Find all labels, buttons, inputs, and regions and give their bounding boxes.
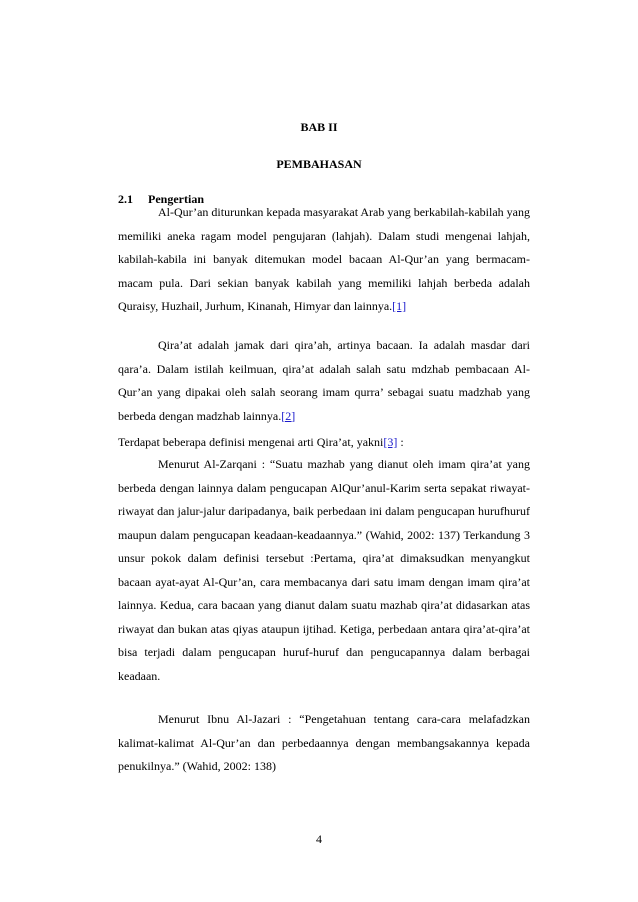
paragraph-5-text: Menurut Ibnu Al-Jazari : “Pengetahuan tentang cara-cara melafadzkan kalimat-kalimat Al-Qur’an dan perbedaannya dengan membangsakannya kepada penukilnya.” (Wahid, 2002: 138)	[118, 712, 530, 773]
chapter-subtitle: PEMBAHASAN	[276, 157, 362, 171]
paragraph-2-text: Qira’at adalah jamak dari qira’ah, artinya bacaan. Ia adalah masdar dari qara’a. Dalam istilah keilmuan, qira’at adalah salah satu mdzhab pembacaan Al-Qur’an yang dipakai oleh salah seorang imam qurra’ sebagai suatu madzhab yang berbeda dengan madzhab lainnya.	[118, 338, 530, 423]
paragraph-3-colon: :	[397, 435, 404, 449]
paragraph-1-text: Al-Qur’an diturunkan kepada masyarakat Arab yang berkabilah-kabilah yang memiliki aneka ragam model pengujaran (lahjah). Dalam studi mengenai lahjah, kabilah-kabila ini banyak ditemukan model bacaan Al-Qur’an yang bermacam-macam pula. Dari sekian banyak kabilah yang memiliki lahjah berbeda adalah Quraisy, Huzhail, Jurhum, Kinanah, Himyar dan lainnya.	[118, 205, 530, 313]
paragraph-1	[118, 201, 530, 319]
paragraph-4	[118, 453, 530, 688]
footnote-link-2[interactable]: [2]	[281, 408, 296, 423]
paragraph-3-text: Terdapat beberapa definisi mengenai arti Qira’at, yakni	[118, 435, 384, 449]
footnote-link-1[interactable]: [1]	[392, 299, 407, 313]
page-number: 4	[316, 832, 322, 846]
footnote-link-3[interactable]: [3]	[383, 435, 398, 449]
section-title: Pengertian	[148, 192, 204, 206]
paragraph-2	[118, 334, 530, 428]
paragraph-4-text: Menurut Al-Zarqani : “Suatu mazhab yang dianut oleh imam qira’at yang berbeda dengan lainnya dalam pengucapan AlQur’anul-Karim serta sepakat riwayat-riwayat dan jalur-jalur daripadanya, baik perbedaan ini dalam pengucapan hurufhuruf maupun dalam pengucapan keadaan-keadaannya.” (Wahid, 2002: 137) Terkandung 3 unsur pokok dalam definisi tersebut :Pertama, qira’at dimaksudkan menyangkut bacaan ayat-ayat Al-Qur’an, cara membacanya dari satu imam dengan imam qira’at lainnya. Kedua, cara bacaan yang dianut dalam suatu mazhab qira’at didasarkan atas riwayat dan bukan atas qiyas ataupun ijtihad. Ketiga, perbedaan antara qira’at-qira’at bisa terjadi dalam pengucapan huruf-huruf dan pengucapannya dalam berbagai keadaan.	[118, 457, 530, 683]
chapter-title: BAB II	[300, 120, 338, 134]
paragraph-3	[118, 431, 530, 455]
paragraph-5	[118, 708, 530, 779]
section-number: 2.1	[118, 192, 133, 206]
